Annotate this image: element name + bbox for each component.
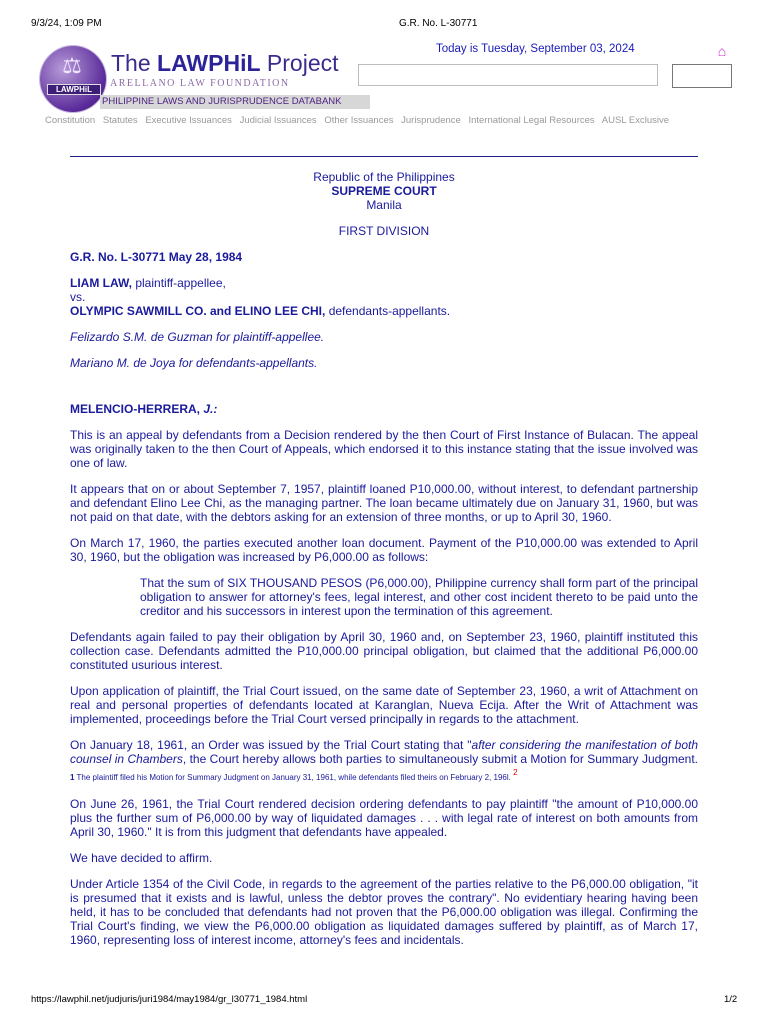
p6-text-italic: after considering the manifestation of both counsel in Chambers [70,738,698,766]
paragraph-9: Under Article 1354 of the Civil Code, in regards to the agreement of the parties relative to the P6,000.00 obligation, "it is presumed that it exists and is lawful, unless the debtor proves the contrary". No evidentiary hearing having been held, it has to be concluded that defendants had not proven that the P6,000.00 obligation was illegal. Confirming the Trial Court's finding, we view the P6,000.00 obligation as liquidated damages suffered by plaintiff, as of March 17, 1960, representing loss of interest income, attorney's fees and incidentals. [70,877,698,947]
plaintiff-role: plaintiff-appellee, [132,276,226,290]
globe-label: LAWPHiL [47,84,101,95]
case-number: G.R. No. L-30771 May 28, 1984 [70,250,243,264]
paragraph-1: This is an appeal by defendants from a Decision rendered by the then Court of First Instance of Bulacan. The appeal was originally taken to the then Court of Appeals, which endorsed it to this instance stating that the issue involved was one of law. [70,428,698,470]
counsel-plaintiff: Felizardo S.M. de Guzman for plaintiff-appellee. [70,330,325,344]
plaintiff-line [70,276,698,290]
defendants-line [70,304,698,318]
footnote-ref-link[interactable]: 2 [513,768,518,777]
versus: vs. [70,290,86,304]
paragraph-2: It appears that on or about September 7, 1957, plaintiff loaned P10,000.00, without interest, to defendant partnership and defendant Elino Lee Chi, as the managing partner. The loan became ultimately due on January 31, 1960, but was not paid on that date, with the debtors asking for an extension of three months, or up to April 30, 1960. [70,482,698,524]
footnote-number: 1 [70,773,75,782]
paragraph-6 [70,738,698,785]
paragraph-4: Defendants again failed to pay their obligation by April 30, 1960 and, on September 23, 1960, plaintiff instituted this collection case. Defendants admitted the P10,000.00 principal obligation, but claimed that the additional P6,000.00 constituted usurious interest. [70,630,698,672]
nav-item-executive-issuances[interactable]: Executive Issuances [145,115,232,126]
header-divider [70,156,698,157]
p6-text-c: , the Court hereby allows both parties to simultaneously submit a Motion for Summary Judgment. [182,752,698,766]
counsel-defendants: Mariano M. de Joya for defendants-appellants. [70,356,318,370]
ponente-suffix: J.: [200,402,218,416]
footnote-text: The plaintiff filed his Motion for Summary Judgment on January 31, 1961, while defendants filed theirs on February 2, 196l. [74,773,514,782]
p6-text-a: On January 18, 1961, an Order was issued by the Trial Court stating that " [70,738,472,752]
brand-suffix: Project [260,50,339,76]
today-date: Today is Tuesday, September 03, 2024 [436,43,635,55]
print-datetime: 9/3/24, 1:09 PM [31,18,102,29]
home-icon[interactable]: ⌂ [717,43,727,59]
footer-url: https://lawphil.net/judjuris/juri1984/may1984/gr_l30771_1984.html [31,994,308,1005]
brand-strong: LAWPHiL [157,50,261,76]
nav-item-other-issuances[interactable]: Other Issuances [324,115,394,126]
court-place: Manila [366,198,402,212]
search-button[interactable] [672,64,732,88]
republic-line: Republic of the Philippines [313,170,455,184]
nav-item-jurisprudence[interactable]: Jurisprudence [401,115,461,126]
print-doc-title: G.R. No. L-30771 [399,18,478,29]
block-quote: That the sum of SIX THOUSAND PESOS (P6,000.00), Philippine currency shall form part of the principal obligation to answer for attorney's fees, legal interest, and other cost incident thereto to be paid unto the creditor and his successors in interest upon the termination of this agreement. [140,576,698,618]
nav-item-constitution[interactable]: Constitution [45,115,96,126]
ponente [70,402,698,416]
brand-title [111,50,339,77]
site-logo[interactable] [38,44,358,114]
nav-item-international-legal-resources[interactable]: International Legal Resources [468,115,595,126]
main-nav [45,115,674,126]
defendants-role: defendants-appellants. [325,304,451,318]
nav-item-statutes[interactable]: Statutes [102,115,138,126]
databank-banner: PHILIPPINE LAWS AND JURISPRUDENCE DATABANK [100,95,370,109]
court-name: SUPREME COURT [331,184,437,198]
brand-prefix: The [111,50,158,76]
paragraph-5: Upon application of plaintiff, the Trial Court issued, on the same date of September 23, 1960, a writ of Attachment on real and personal properties of defendants located at Karanglan, Nueva Ecija. After the Writ of Attachment was implemented, proceedings before the Trial Court versed principally in regards to the attachment. [70,684,698,726]
nav-item-judicial-issuances[interactable]: Judicial Issuances [239,115,317,126]
nav-item-ausl-exclusive[interactable]: AUSL Exclusive [601,115,670,126]
plaintiff-name: LIAM LAW, [70,276,132,290]
paragraph-8: We have decided to affirm. [70,851,213,865]
scale-of-justice-icon: ⚖ [62,54,82,79]
search-input[interactable] [358,64,658,86]
foundation-name: ARELLANO LAW FOUNDATION [110,78,290,89]
globe-logo-icon [40,46,106,112]
paragraph-3: On March 17, 1960, the parties executed another loan document. Payment of the P10,000.00 was extended to April 30, 1960, but the obligation was increased by P6,000.00 as follows: [70,536,698,564]
footer-page-number: 1/2 [724,994,738,1005]
defendants-name: OLYMPIC SAWMILL CO. and ELINO LEE CHI, [70,304,326,318]
division: FIRST DIVISION [338,224,430,238]
ponente-name: MELENCIO-HERRERA, [70,402,201,416]
paragraph-7: On June 26, 1961, the Trial Court rendered decision ordering defendants to pay plaintiff "the amount of P10,000.00 plus the further sum of P6,000.00 by way of liquidated damages . . . with legal rate of interest on both amounts from April 30, 1960." It is from this judgment that defendants have appealed. [70,797,698,839]
decision-body [70,170,698,947]
